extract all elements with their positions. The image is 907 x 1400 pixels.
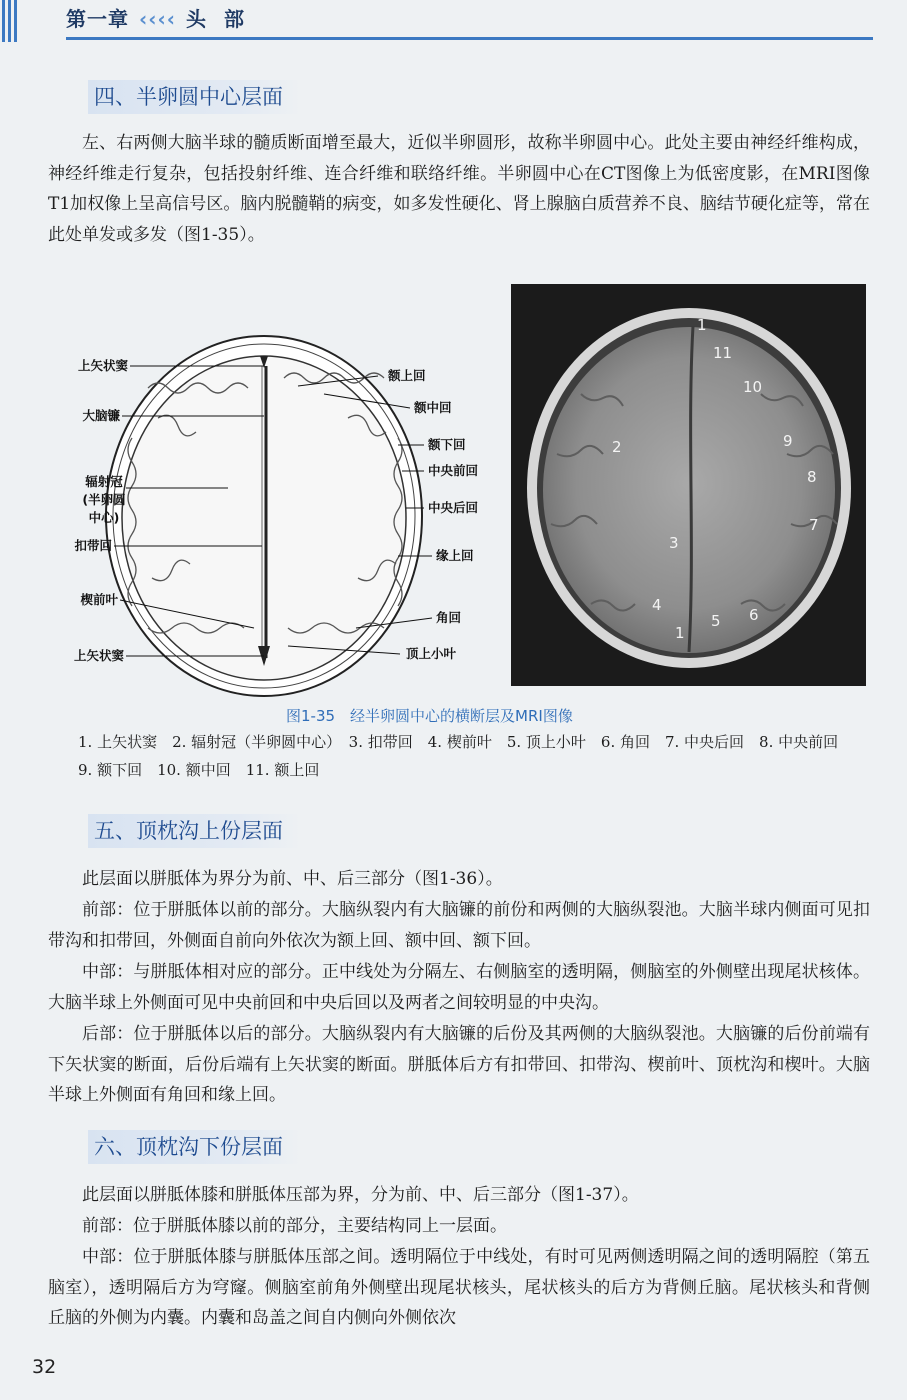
mri-label-10: 10	[743, 378, 763, 396]
mri-label-9: 9	[783, 432, 793, 450]
mri-label-6: 6	[749, 606, 759, 624]
mri-label-8: 8	[807, 468, 817, 486]
label-superior-sagittal-sinus-top: 上矢状窦	[77, 358, 128, 373]
section-5-paragraph-2: 前部：位于胼胝体以前的部分。大脑纵裂内有大脑镰的前份和两侧的大脑纵裂池。大脑半球内侧面可见扣带沟和扣带回，外侧面自前向外依次为额上回、额中回、额下回。	[48, 900, 870, 951]
label-inferior-frontal-gyrus: 额下回	[428, 437, 466, 452]
label-corona-radiata: 辐射冠	[85, 474, 123, 489]
label-centrum-semiovale-line1: (半卵圆	[82, 492, 126, 507]
brain-section-drawing	[48, 328, 504, 704]
page-number: 32	[32, 1356, 57, 1378]
chapter-title: 头部	[185, 7, 262, 31]
section-6-paragraph-3: 中部：位于胼胝体膝与胼胝体压部之间。透明隔位于中线处，有时可见两侧透明隔之间的透明隔腔（第五脑室），透明隔后方为穹窿。侧脑室前角外侧壁出现尾状核头，尾状核头的后方为背侧丘脑。尾状核头和背侧丘脑的外侧为内囊。内囊和岛盖之间自内侧向外侧依次	[48, 1247, 870, 1328]
label-precuneus: 楔前叶	[80, 592, 118, 607]
label-postcentral-gyrus: 中央后回	[428, 500, 479, 515]
mri-image	[511, 284, 866, 686]
mri-label-2: 2	[612, 438, 622, 456]
section-6-title: 六、顶枕沟下份层面	[88, 1130, 301, 1164]
section-5-paragraph-3: 中部：与胼胝体相对应的部分。正中线处为分隔左、右侧脑室的透明隔，侧脑室的外侧壁出现尾状核体。大脑半球上外侧面可见中央前回和中央后回以及两者之间较明显的中央沟。	[48, 962, 870, 1013]
figure-caption: 图1-35 经半卵圆中心的横断层及MRI图像	[286, 707, 573, 725]
mri-label-1-top: 1	[697, 316, 707, 334]
section-5-paragraph-1: 此层面以胼胝体为界分为前、中、后三部分（图1-36）。	[82, 869, 503, 889]
label-angular-gyrus: 角回	[436, 610, 462, 625]
section-4-title: 四、半卵圆中心层面	[88, 80, 301, 114]
mri-label-5: 5	[711, 612, 721, 630]
mri-label-11: 11	[713, 344, 733, 362]
label-centrum-semiovale-line2: 中心)	[88, 510, 120, 525]
header-rule	[66, 37, 873, 40]
mri-label-3: 3	[669, 534, 679, 552]
mri-label-1-bottom: 1	[675, 624, 685, 642]
section-6-paragraph-2: 前部：位于胼胝体膝以前的部分，主要结构同上一层面。	[82, 1216, 507, 1236]
label-cingulate-gyrus: 扣带回	[74, 538, 112, 553]
header-decoration-lines	[0, 0, 24, 42]
chapter-number: 第一章	[66, 7, 129, 31]
mri-label-4: 4	[652, 596, 662, 614]
label-supramarginal-gyrus: 缘上回	[436, 548, 474, 563]
running-header	[0, 0, 907, 42]
label-middle-frontal-gyrus: 额中回	[414, 400, 452, 415]
label-superior-frontal-gyrus: 额上回	[388, 368, 426, 383]
section-5-paragraph-4: 后部：位于胼胝体以后的部分。大脑纵裂内有大脑镰的后份及其两侧的大脑纵裂池。大脑镰的后份前端有下矢状窦的断面，后份后端有上矢状窦的断面。胼胝体后方有扣带回、扣带沟、楔前叶、顶枕沟和楔叶。大脑半球上外侧面有角回和缘上回。	[48, 1024, 870, 1105]
section-6-paragraph-1: 此层面以胼胝体膝和胼胝体压部为界，分为前、中、后三部分（图1-37）。	[82, 1185, 639, 1205]
mri-label-7: 7	[809, 516, 819, 534]
label-falx-cerebri: 大脑镰	[82, 408, 120, 423]
section-4-paragraph: 左、右两侧大脑半球的髓质断面增至最大，近似半卵圆形，故称半卵圆中心。此处主要由神经纤维构成，神经纤维走行复杂，包括投射纤维、连合纤维和联络纤维。半卵圆中心在CT图像上为低密度影，在MRI图像T1加权像上呈高信号区。脑内脱髓鞘的病变，如多发性硬化、肾上腺脑白质营养不良、脑结节硬化症等，常在此处单发或多发（图1-35）。	[48, 133, 870, 245]
chapter-heading	[66, 4, 262, 34]
section-5-title: 五、顶枕沟上份层面	[88, 814, 301, 848]
label-superior-sagittal-sinus-bottom: 上矢状窦	[73, 648, 124, 663]
label-precentral-gyrus: 中央前回	[428, 463, 479, 478]
chevron-arrows-icon: ‹‹‹‹	[139, 7, 176, 31]
figure-legend: 1. 上矢状窦 2. 辐射冠（半卵圆中心） 3. 扣带回 4. 楔前叶 5. 顶上小叶 6. 角回 7. 中央后回 8. 中央前回 9. 额下回 10. 额中回 11. 额上回	[78, 733, 854, 779]
label-superior-parietal-lobule: 顶上小叶	[406, 646, 457, 661]
